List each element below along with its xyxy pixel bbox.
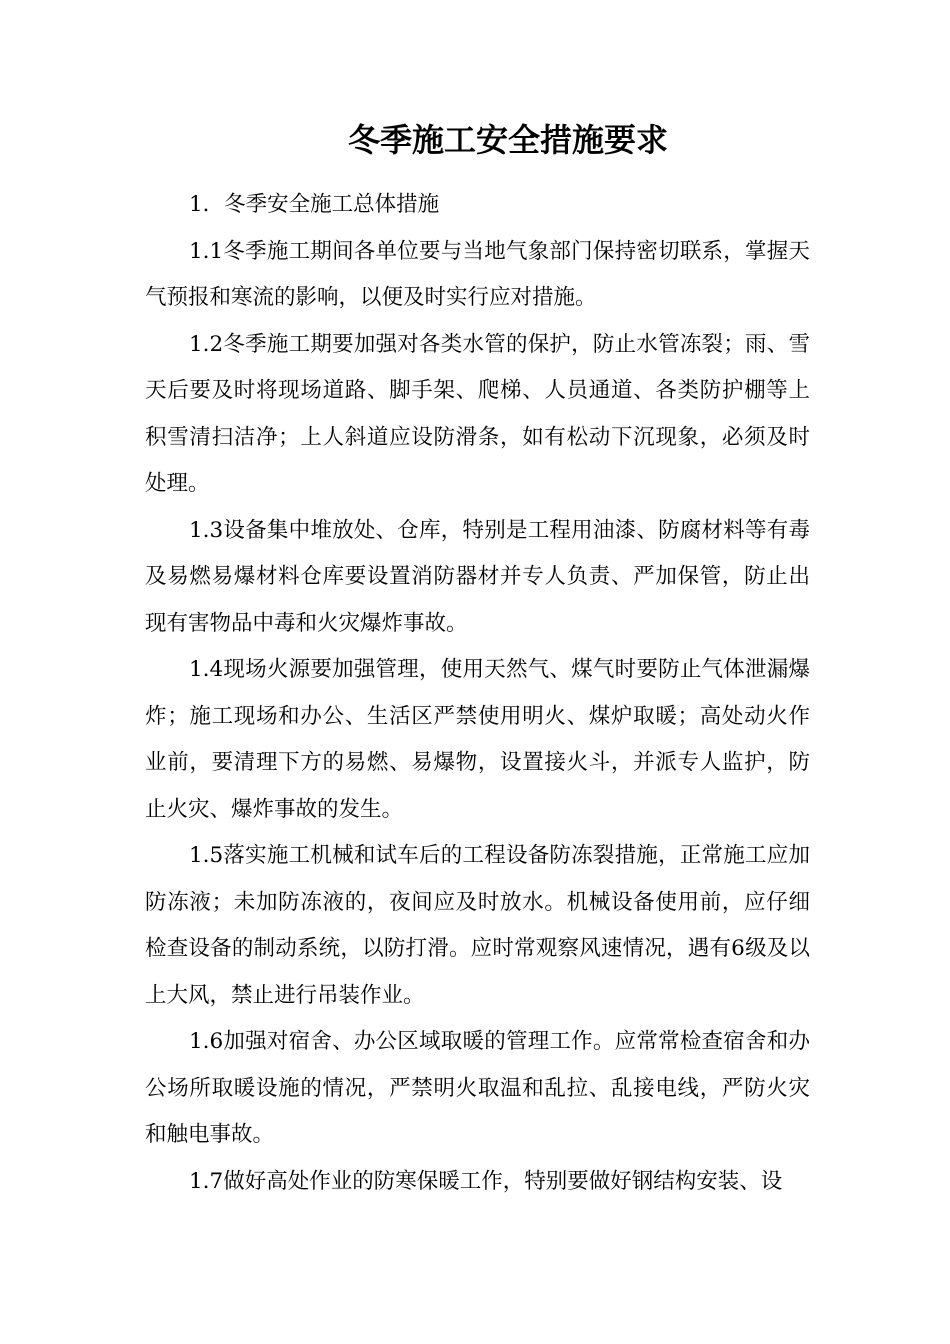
document-title: 冬季施工安全措施要求 [347,121,668,159]
section-heading: 1．冬季安全施工总体措施 [189,192,440,217]
paragraph-1-5: 1.5落实施工机械和试车后的工程设备防冻裂措施，正常施工应加防冻液；未加防冻液的，夜间应及时放水。机械设备使用前，应仔细检查设备的制动系统，以防打滑。应时常观察风速情况，遇有6级及以上大风，禁止进行吊装作业。 [145,843,810,1008]
paragraph-1-6: 1.6加强对宿舍、办公区域取暖的管理工作。应常常检查宿舍和办公场所取暖设施的情况，严禁明火取温和乱拉、乱接电线，严防火灾和触电事故。 [145,1029,810,1147]
paragraph-1-3: 1.3设备集中堆放处、仓库，特别是工程用油漆、防腐材料等有毒及易燃易爆材料仓库要设置消防器材并专人负责、严加保管，防止出现有害物品中毒和火灾爆炸事故。 [145,517,810,636]
paragraph-1-2: 1.2冬季施工期要加强对各类水管的保护，防止水管冻裂；雨、雪天后要及时将现场道路、脚手架、爬梯、人员通道、各类防护棚等上积雪清扫洁净；上人斜道应设防滑条，如有松动下沉现象，必须及时处理。 [145,331,810,496]
paragraph-1-7: 1.7做好高处作业的防寒保暖工作，特别要做好钢结构安装、设 [189,1168,783,1194]
paragraph-1-1: 1.1冬季施工期间各单位要与当地气象部门保持密切联系，掌握天气预报和寒流的影响，以便及时实行应对措施。 [145,238,810,310]
paragraph-1-4: 1.4现场火源要加强管理，使用天然气、煤气时要防止气体泄漏爆炸；施工现场和办公、生活区严禁使用明火、煤炉取暖；高处动火作业前，要清理下方的易燃、易爆物，设置接火斗，并派专人监护，防止火灾、爆炸事故的发生。 [145,657,810,822]
document-body [145,182,810,1205]
